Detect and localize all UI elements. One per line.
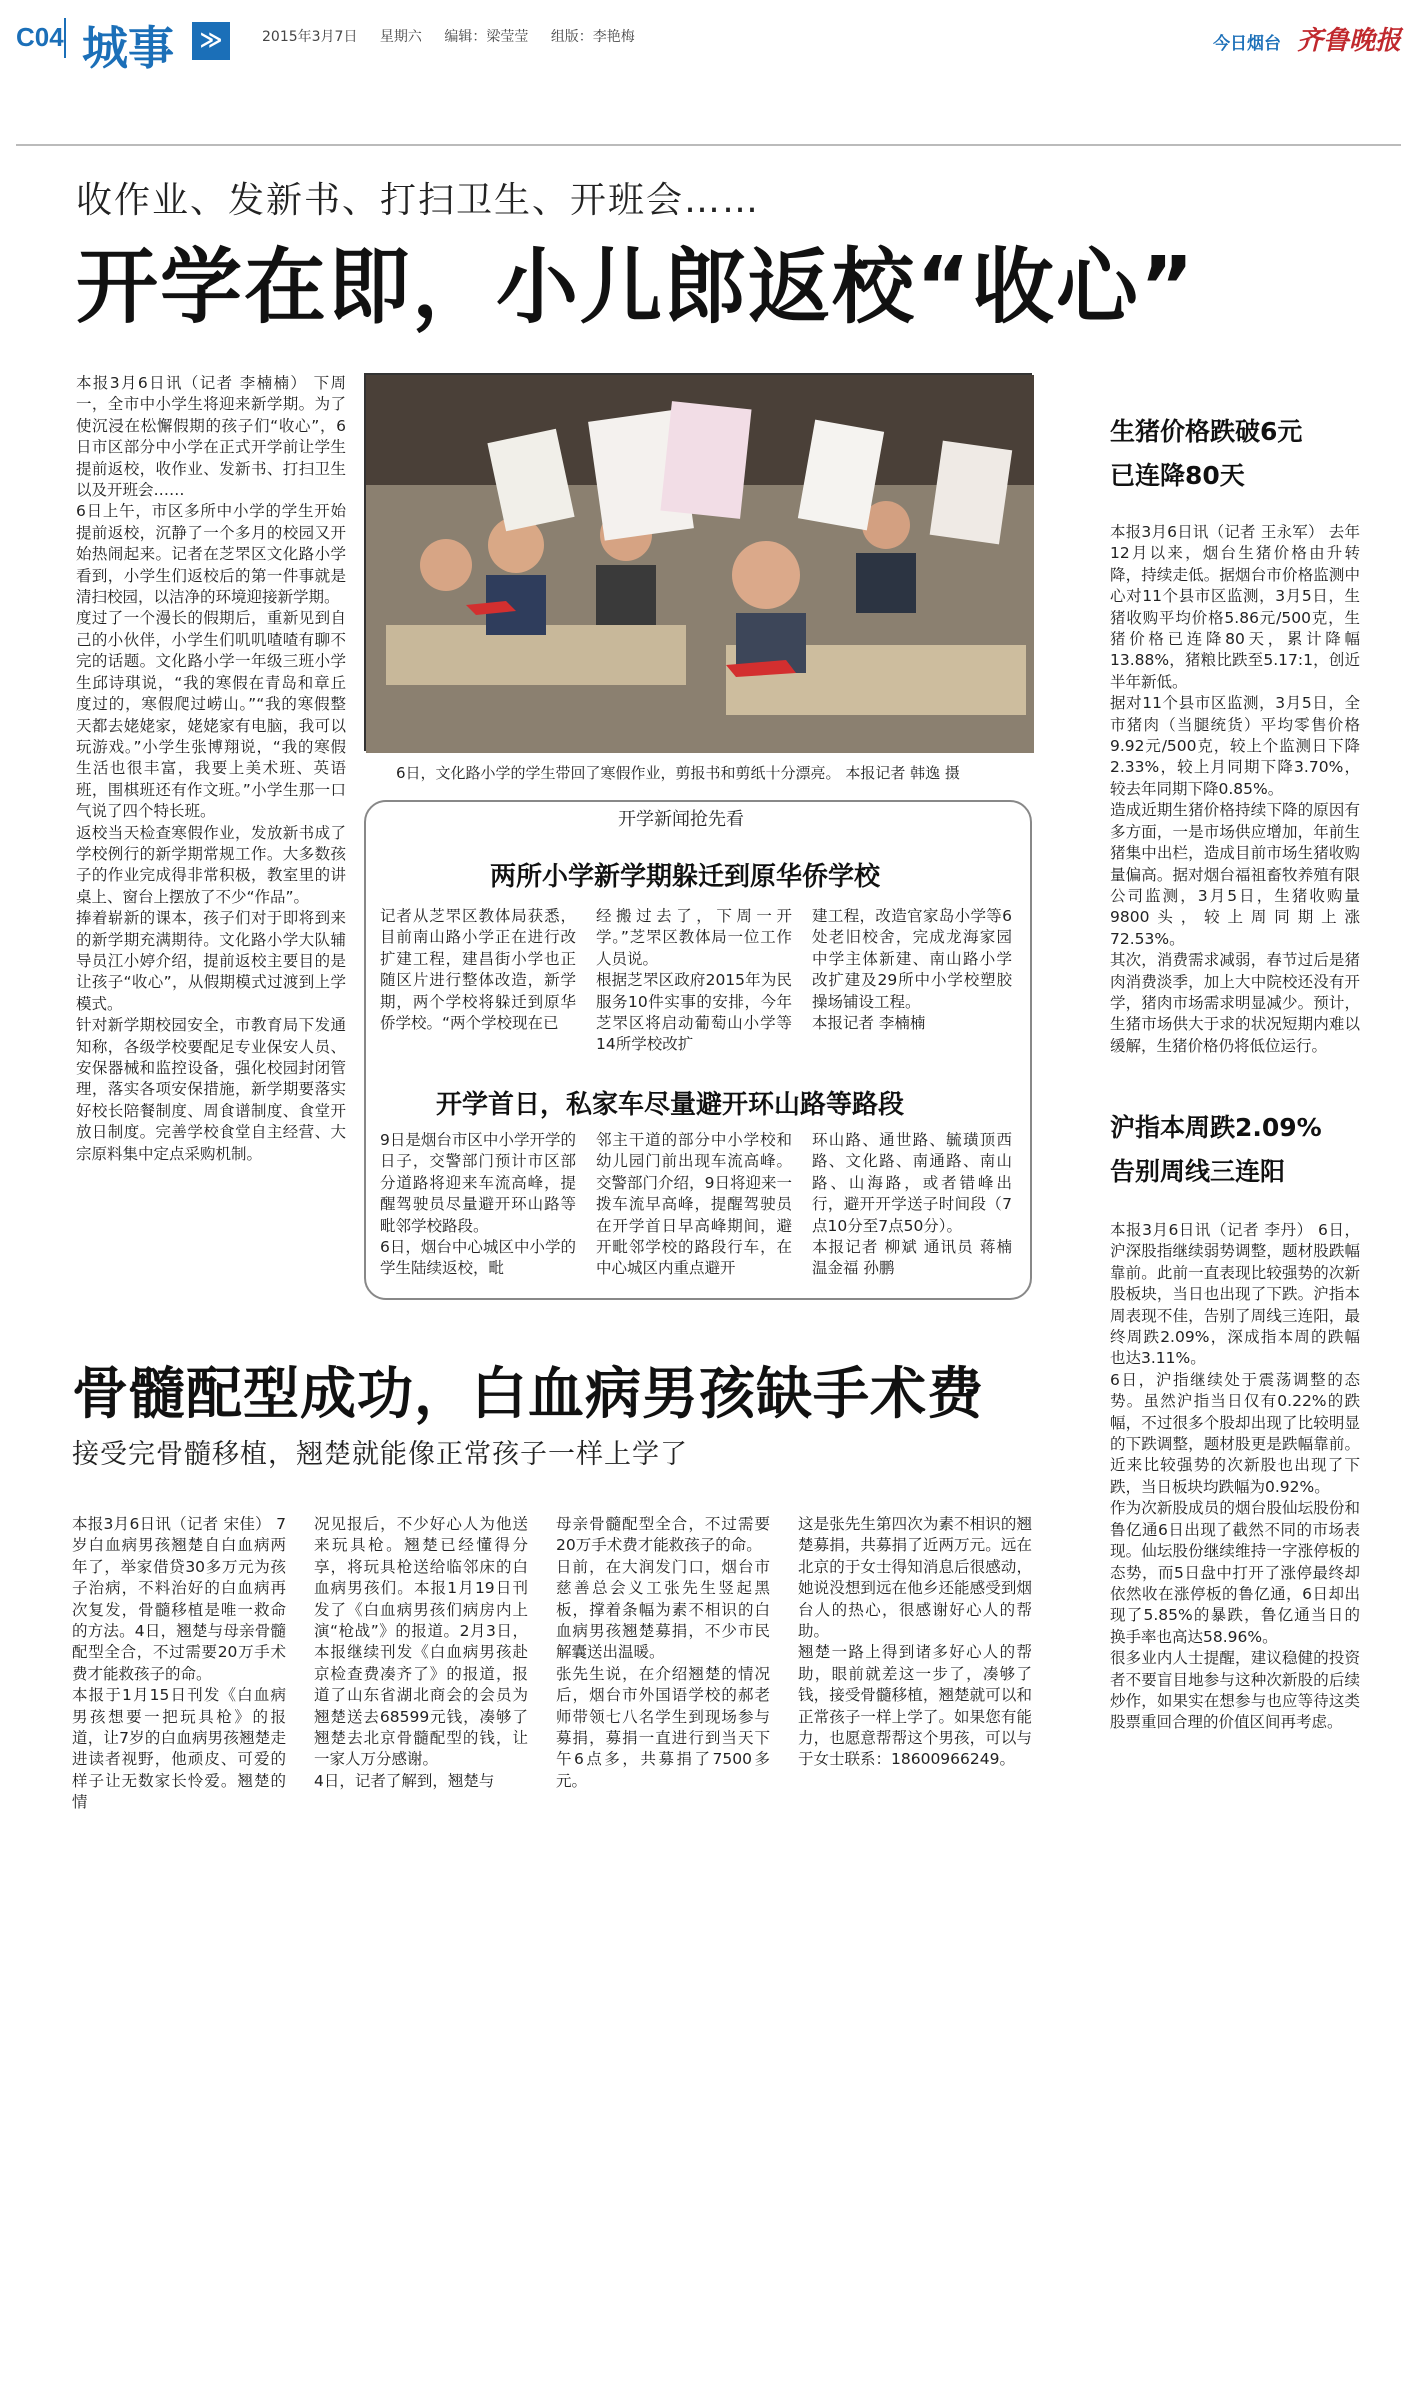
photo-caption: 6日，文化路小学的学生带回了寒假作业，剪报书和剪纸十分漂亮。 本报记者 韩逸 摄 [396, 764, 960, 782]
classroom-photo-illustration [366, 375, 1034, 753]
newspaper-logo: 齐鲁晚报 [1296, 26, 1401, 56]
issue-date: 2015年3月7日 [262, 29, 358, 45]
lead-body-column [76, 373, 346, 1323]
classroom-photo [364, 373, 1032, 751]
pork-headline-line2: 已连降80天 [1110, 461, 1245, 490]
stock-headline-line2: 告别周线三连阳 [1110, 1157, 1286, 1186]
lead-headline: 开学在即，小儿郎返校“收心” [76, 240, 1196, 335]
pork-headline [1110, 410, 1302, 498]
preview-story1-headline: 两所小学新学期躲迁到原华侨学校 [490, 862, 881, 892]
preview-story1-col2: 经搬过去了，下周一开学。”芝罘区教体局一位工作人员说。 根据芝罘区政府2015年为民服务10件实事的安排，今年芝罘区将启动葡萄山小学等14所学校改扩 [596, 907, 792, 1054]
header-rule [16, 144, 1401, 146]
preview-story2-col3: 环山路、通世路、毓璜顶西路、文化路、南通路、南山路、山海路，或者错峰出行，避开开学送子时间段（7点10分至7点50分）。 本报记者 柳斌 通讯员 蒋楠 温金福 孙鹏 [812, 1131, 1012, 1278]
preview-story2-headline: 开学首日，私家车尽量避开环山路等路段 [436, 1090, 905, 1120]
lead-kicker: 收作业、发新书、打扫卫生、开班会…… [76, 180, 761, 221]
issue-editor: 编辑：梁莹莹 [444, 29, 529, 45]
preview-story2-col2: 邻主干道的部分中小学校和幼儿园门前出现车流高峰。交警部门介绍，9日将迎来一拨车流早高峰，提醒驾驶员在开学首日早高峰期间，避开毗邻学校的路段行车，在中心城区内重点避开 [596, 1131, 792, 1278]
leukemia-col3: 母亲骨髓配型全合，不过需要20万手术费才能救孩子的命。 日前，在大润发门口，烟台市慈善总会义工张先生竖起黑板，撑着条幅为素不相识的白血病男孩翘楚募捐，不少市民解囊送出温暖。 张先生说，在介绍翘楚的情况后，烟台市外国语学校的郝老师带领七八名学生到现场参与募捐，募捐一直进行到当天下午6点多，共募捐了7500多元。 [556, 1515, 770, 1790]
leukemia-deck: 接受完骨髓移植，翘楚就能像正常孩子一样上学了 [72, 1439, 688, 1470]
stock-headline-line1: 沪指本周跌2.09% [1110, 1113, 1322, 1142]
preview-story1-col3: 建工程，改造官家岛小学等6处老旧校舍，完成龙海家园中学主体新建、南山路小学改扩建及29所中小学校塑胶操场铺设工程。 本报记者 李楠楠 [812, 907, 1012, 1033]
stock-body: 本报3月6日讯（记者 李丹） 6日，沪深股指继续弱势调整，题材股跌幅靠前。此前一直表现比较强势的次新股板块，当日也出现了下跌。沪指本周表现不佳，告别了周线三连阳，最终周跌2.09%，深成指本周的跌幅也达3.11%。 6日，沪指继续处于震荡调整的态势。虽然沪指当日仅有0.22%的跌幅，不过很多个股却出现了比较明显的下跌调整，题材股更是跌幅靠前。近来比较强势的次新股也出现了下跌，当日板块均跌幅为0.92%。 作为次新股成员的烟台股仙坛股份和鲁亿通6日出现了截然不同的市场表现。仙坛股份继续维持一字涨停板的态势，而5日盘中打开了涨停最终却依然收在涨停板的鲁亿通，6日却出现了5.85%的暴跌，鲁亿通当日的换手率也高达58.96%。 很多业内人士提醒，建议稳健的投资者不要盲目地参与这种次新股的后续炒作，如果实在想参与也应等待这类股票重回合理的价值区间再考虑。 [1110, 1221, 1360, 1732]
header-divider [64, 18, 66, 58]
leukemia-col1: 本报3月6日讯（记者 宋佳） 7岁白血病男孩翘楚自白血病两年了，举家借贷30多万元为孩子治病，不料治好的白血病再次复发，骨髓移植是唯一救命的方法。4日，翘楚与母亲骨髓配型全合，不过需要20万手术费才能救孩子的命。 本报于1月15日刊发《白血病男孩想要一把玩具枪》的报道，让7岁的白血病男孩翘楚走进读者视野，他顽皮、可爱的样子让无数家长怜爱。翘楚的情 [72, 1515, 286, 1812]
issue-meta [262, 26, 653, 46]
section-arrow-icon: ≫ [192, 22, 230, 60]
lead-body-text: 本报3月6日讯（记者 李楠楠） 下周一，全市中小学生将迎来新学期。为了使沉浸在松懈假期的孩子们“收心”，6日市区部分中小学在正式开学前让学生提前返校，收作业、发新书、打扫卫生以及开班会…… 6日上午，市区多所中小学的学生开始提前返校，沉静了一个多月的校园又开始热闹起来。记者在芝罘区文化路小学看到，小学生们返校后的第一件事就是清扫校园，以洁净的环境迎接新学期。 度过了一个漫长的假期后，重新见到自己的小伙伴，小学生们叽叽喳喳有聊不完的话题。文化路小学一年级三班小学生邱诗琪说，“我的寒假在青岛和章丘度过的，寒假爬过崂山。”“我的寒假整天都去姥姥家，姥姥家有电脑，我可以玩游戏。”小学生张博翔说，“我的寒假生活也很丰富，我要上美术班、英语班，围棋班还有作文班。”小学生那一口气说了四个特长班。 返校当天检查寒假作业，发放新书成了学校例行的新学期常规工作。大多数孩子的作业完成得非常积极，教室里的讲桌上、窗台上摆放了不少“作品”。 捧着崭新的课本，孩子们对于即将到来的新学期充满期待。文化路小学大队辅导员江小婷介绍，提前返校主要目的是让孩子“收心”，从假期模式过渡到上学模式。 针对新学期校园安全，市教育局下发通知称，各级学校要配足专业保安人员、安保器械和监控设备，强化校园封闭管理，落实各项安保措施，新学期要落实好校长陪餐制度、周食谱制度、食堂开放日制度。完善学校食堂自主经营、大宗原料集中定点采购机制。 [76, 374, 346, 1163]
preview-story2-col1: 9日是烟台市区中小学开学的日子，交警部门预计市区部分道路将迎来车流高峰，提醒驾驶员尽量避开环山路等毗邻学校路段。 6日，烟台中心城区中小学的学生陆续返校，毗 [380, 1131, 576, 1278]
leukemia-col4: 这是张先生第四次为素不相识的翘楚募捐，共募捐了近两万元。远在北京的于女士得知消息后很感动，她说没想到远在他乡还能感受到烟台人的热心，很感谢好心人的帮助。 翘楚一路上得到诸多好心人的帮助，眼前就差这一步了，凑够了钱，接受骨髓移植，翘楚就可以和正常孩子一样上学了。如果您有能力，也愿意帮帮这个男孩，可以与于女士联系：18600966249。 [798, 1515, 1032, 1769]
preview-box-title: 开学新闻抢先看 [608, 805, 754, 831]
preview-story1-col1: 记者从芝罘区教体局获悉，目前南山路小学正在进行改扩建工程，建昌街小学也正随区片进行整体改造，新学期，两个学校将躲迁到原华侨学校。“两个学校现在已 [380, 907, 576, 1033]
pork-body: 本报3月6日讯（记者 王永军） 去年12月以来，烟台生猪价格由升转降，持续走低。据烟台市价格监测中心对11个县市区监测，3月5日，生猪收购平均价格5.86元/500克，生猪价格已连降80天，累计降幅13.88%，猪粮比跌至5.17:1，创近半年新低。 据对11个县市区监测，3月5日，全市猪肉（当腿统货）平均零售价格9.92元/500克，较上个监测日下降2.33%，较上月同期下降3.70%，较去年同期下降0.85%。 造成近期生猪价格持续下降的原因有多方面，一是市场供应增加，年前生猪集中出栏，造成目前市场生猪收购量偏高。据对烟台福祖畜牧养殖有限公司监测，3月5日，生猪收购量9800头，较上周同期上涨72.53%。 其次，消费需求减弱，春节过后是猪肉消费淡季，加上大中院校还没有开学，猪肉市场需求明显减少。预计，生猪市场供大于求的状况短期内难以缓解，生猪价格仍将低位运行。 [1110, 523, 1360, 1055]
masthead-right [1213, 20, 1401, 57]
stock-headline [1110, 1106, 1322, 1194]
page-number: C04 [16, 22, 64, 52]
section-title: 城事 [82, 21, 174, 75]
leukemia-headline: 骨髓配型成功，白血病男孩缺手术费 [72, 1362, 984, 1427]
issue-weekday: 星期六 [379, 29, 422, 45]
edition-name: 今日烟台 [1213, 34, 1282, 54]
leukemia-col2: 况见报后，不少好心人为他送来玩具枪。翘楚已经懂得分享，将玩具枪送给临邻床的白血病男孩们。本报1月19日刊发了《白血病男孩们病房内上演“枪战”》的报道。2月3日，本报继续刊发《白血病男孩赴京检查费凑齐了》的报道，报道了山东省湖北商会的会员为翘楚送去68599元钱，凑够了翘楚去北京骨髓配型的钱，让一家人万分感谢。 4日，记者了解到，翘楚与 [314, 1515, 528, 1790]
issue-layout: 组版：李艳梅 [550, 29, 635, 45]
pork-headline-line1: 生猪价格跌破6元 [1110, 417, 1303, 446]
